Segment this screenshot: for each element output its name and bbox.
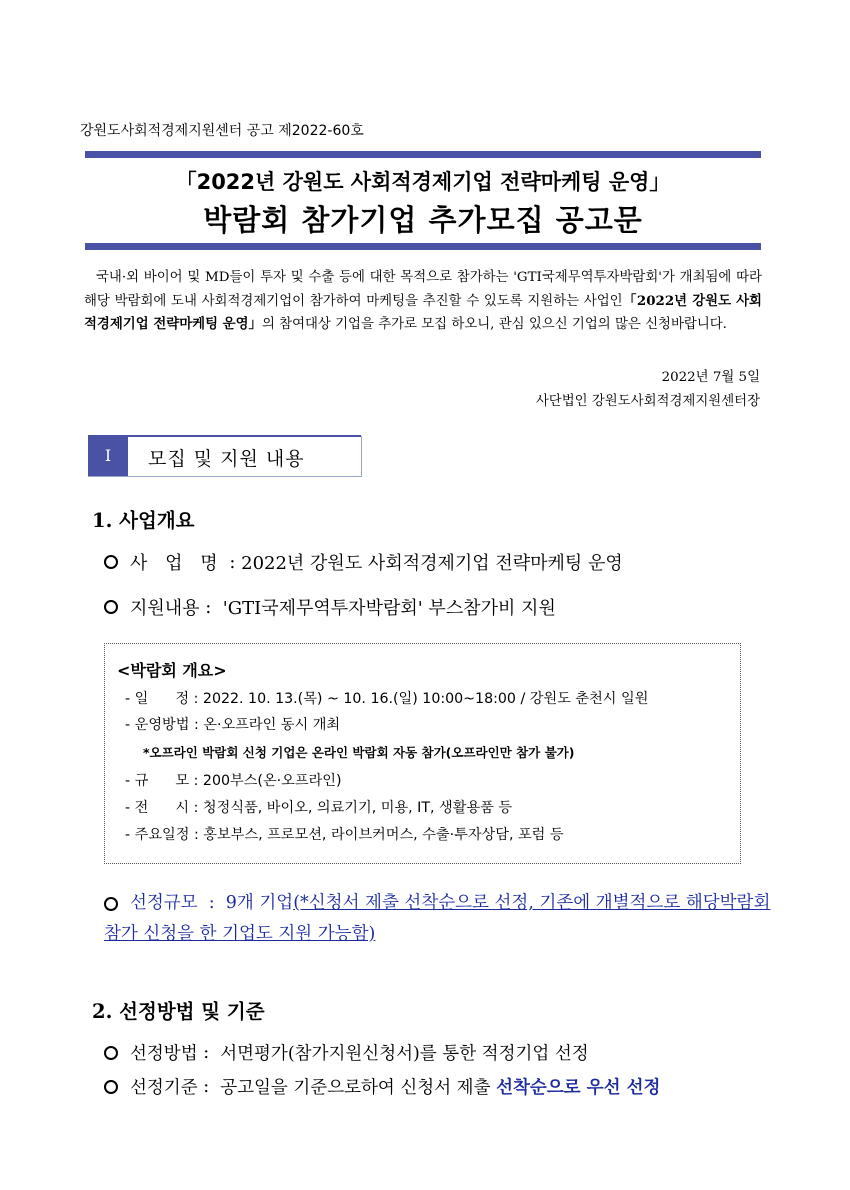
- overview-row-label: - 전 시: [125, 800, 190, 816]
- overview-row-operation: - 운영방법 : 온·오프라인 동시 개최: [125, 717, 341, 733]
- bullet-support-content: 지원내용 : 'GTI국제무역투자박람회' 부스참가비 지원: [104, 594, 556, 620]
- overview-row-value: 청정식품, 바이오, 의료기기, 미용, IT, 생활용품 등: [202, 800, 513, 816]
- bullet-selection-method: 선정방법 : 서면평가(참가지원신청서)를 통한 적정기업 선정: [104, 1040, 589, 1065]
- bullet-value: 서면평가(참가지원신청서)를 통한 적정기업 선정: [220, 1044, 589, 1064]
- bullet-value: 'GTI국제무역투자박람회' 부스참가비 지원: [222, 598, 556, 619]
- circle-bullet-icon: [104, 1080, 118, 1094]
- bullet-business-name: 사 업 명 : 2022년 강원도 사회적경제기업 전략마케팅 운영: [104, 549, 623, 575]
- overview-row-label: - 운영방법: [125, 717, 190, 733]
- bullet-label: 선정방법: [130, 1044, 198, 1064]
- section-number: Ⅰ: [88, 436, 128, 476]
- notice-date: 2022년 7월 5일: [661, 370, 760, 385]
- overview-row-scale: - 규 모 : 200부스(온·오프라인): [125, 773, 342, 789]
- bullet-value: 2022년 강원도 사회적경제기업 전략마케팅 운영: [241, 553, 623, 574]
- circle-bullet-icon: [104, 897, 118, 911]
- overview-row-value: 온·오프라인 동시 개최: [203, 717, 341, 733]
- overview-row-main-schedule: - 주요일정 : 홍보부스, 프로모션, 라이브커머스, 수출·투자상담, 포럼 등: [125, 827, 564, 843]
- section-header-line: [88, 435, 361, 437]
- issuing-organization: 사단법인 강원도사회적경제지원센터장: [535, 394, 760, 409]
- overview-row-label: - 일 정: [125, 691, 190, 707]
- section-title: 모집 및 지원 내용: [148, 448, 305, 470]
- selection-scale-bullet: 선정규모 : 9개 기업(*신청서 제출 선착순으로 선정, 기존에 개별적으로 해당박람회 참가 신청을 한 기업도 지원 가능함): [104, 893, 771, 944]
- overview-row-schedule: - 일 정 : 2022. 10. 13.(목) ~ 10. 16.(일) 10:00~18:00 / 강원도 춘천시 일원: [125, 691, 649, 707]
- intro-paragraph: [84, 266, 762, 337]
- criteria-emphasis: 선착순으로 우선 선정: [496, 1078, 661, 1098]
- intro-text-bold: 「2022년 강원도 사회적경제기업 전략마케팅 운영」: [84, 292, 762, 332]
- bullet-label: 지원내용: [130, 598, 200, 619]
- overview-row-label: - 규 모: [125, 773, 190, 789]
- circle-bullet-icon: [104, 555, 118, 569]
- circle-bullet-icon: [104, 1046, 118, 1060]
- bullet-value: 공고일을 기준으로하여 신청서 제출: [220, 1078, 491, 1098]
- overview-note: *오프라인 박람회 신청 기업은 온라인 박람회 자동 참가(오프라인만 참가 불가): [143, 745, 575, 760]
- selection-scale-note: (*신청서 제출 선착순으로 선정, 기존에 개별적으로 해당박람회 참가 신청을 한 기업도 지원 가능함): [104, 893, 771, 944]
- selection-scale-label: 선정규모: [130, 893, 198, 913]
- overview-row-label: - 주요일정: [125, 827, 190, 843]
- bullet-label: 선정기준: [130, 1078, 198, 1098]
- bullet-selection-criteria: 선정기준 : 공고일을 기준으로하여 신청서 제출 선착순으로 우선 선정: [104, 1074, 660, 1099]
- bullet-label: 사 업 명: [130, 553, 224, 574]
- intro-text-a: 국내·외 바이어 및 MD들이 투자 및 수출 등에 대한 목적으로 참가하는 'GTI국제무역투자박람회'가 개최됨에 따라 해당 박람회에 도내 사회적경제기업이 참가하여 마케팅을 추진할 수 있도록 지원하는 사업인: [84, 270, 762, 309]
- overview-row-value: 2022. 10. 13.(목) ~ 10. 16.(일) 10:00~18:00 / 강원도 춘천시 일원: [202, 691, 649, 707]
- title-top-rule: [85, 151, 761, 158]
- expo-overview-box: [104, 643, 741, 864]
- overview-row-value: 200부스(온·오프라인): [202, 773, 342, 789]
- overview-row-value: 홍보부스, 프로모션, 라이브커머스, 수출·투자상담, 포럼 등: [203, 827, 564, 843]
- part2-heading: 2. 선정방법 및 기준: [92, 1000, 265, 1023]
- intro-text-b: 의 참여대상 기업을 추가로 모집 하오니, 관심 있으신 기업의 많은 신청바랍니다.: [261, 317, 727, 332]
- circle-bullet-icon: [104, 600, 118, 614]
- selection-scale-value: 9개 기업: [225, 893, 294, 913]
- overview-title: <박람회 개요>: [117, 661, 227, 680]
- notice-number: 강원도사회적경제지원센터 공고 제2022-60호: [80, 123, 364, 139]
- overview-row-exhibit: - 전 시 : 청정식품, 바이오, 의료기기, 미용, IT, 생활용품 등: [125, 800, 513, 816]
- part1-heading: 1. 사업개요: [92, 509, 195, 532]
- title-bottom-rule: [85, 243, 761, 250]
- title-line-1: 「2022년 강원도 사회적경제기업 전략마케팅 운영」: [175, 170, 671, 194]
- title-line-2: 박람회 참가기업 추가모집 공고문: [203, 203, 643, 237]
